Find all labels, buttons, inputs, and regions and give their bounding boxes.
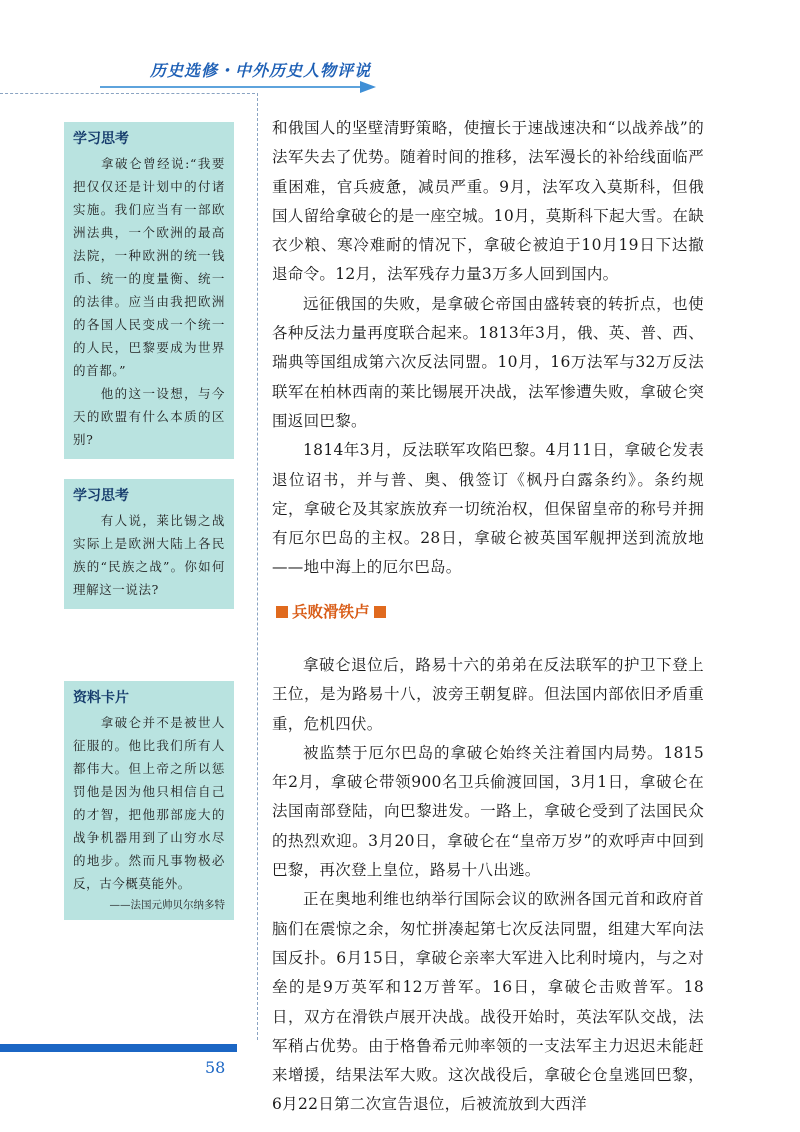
sidebar-box-title: 学习思考 (73, 131, 129, 147)
sidebar-box-text: 拿破仑曾经说:“我要把仅仅还是计划中的付诸实施。我们应当有一部欧洲法典，一个欧洲的最高法院，一种欧洲的统一钱币、统一的度量衡、统一的法律。应当由我把欧洲的各国人民变成一个统一的人民，巴黎要成为世界的首都。” 他的这一设想，与今天的欧盟有什么本质的区别? (73, 156, 225, 447)
running-header-title: 历史选修・中外历史人物评说 (150, 61, 372, 80)
square-bullet-icon (374, 606, 386, 618)
sidebar-top-dashed-rule (0, 93, 255, 94)
body-paragraph: 正在奥地利维也纳举行国际会议的欧洲各国元首和政府首脑们在震惊之余，匆忙拼凑起第七次反法同盟，组建大军向法国反扑。6月15日，拿破仑亲率大军进入比利时境内，与之对垒的是9万英军和12万普军。16日，拿破仑击败普军。18日，双方在滑铁卢展开决战。战役开始时，英法军队交战，法军稍占优势。由于格鲁希元帅率领的一支法军主力迟迟未能赶来增援，结果法军大败。这次战役后，拿破仑仓皇逃回巴黎，6月22日第二次宣告退位，后被流放到大西洋 (272, 890, 704, 1114)
footer-bar (0, 1044, 237, 1052)
square-bullet-icon (276, 606, 288, 618)
body-paragraph: 远征俄国的失败，是拿破仑帝国由盛转衰的转折点，也使各种反法力量再度联合起来。1813年3月，俄、英、普、西、瑞典等国组成第六次反法同盟。10月，16万法军与32万反法联军在柏林西南的莱比锡展开决战，法军惨遭失败，拿破仑突围返回巴黎。 (272, 294, 704, 430)
sidebar-box-title: 资料卡片 (73, 690, 129, 706)
sidebar-box-study-thinking-1 (64, 122, 234, 459)
section-heading-text: 兵败滑铁卢 (292, 603, 370, 621)
header-arrow-icon (360, 81, 376, 93)
header-rule (100, 86, 365, 88)
column-divider (257, 93, 258, 1040)
sidebar-box-study-thinking-2 (64, 479, 234, 609)
sidebar-box-info-card (64, 681, 234, 920)
main-text-section-2 (272, 651, 704, 1120)
body-paragraph: 1814年3月，反法联军攻陷巴黎。4月11日，拿破仑发表退位诏书，并与普、奥、俄签订《枫丹白露条约》。条约规定，拿破仑及其家族放弃一切统治权，但保留皇帝的称号并拥有厄尔巴岛的主权。28日，拿破仑被英国军舰押送到流放地——地中海上的厄尔巴岛。 (272, 441, 704, 577)
page-number: 58 (205, 1058, 226, 1077)
body-paragraph: 拿破仑退位后，路易十六的弟弟在反法联军的护卫下登上王位，是为路易十八，波旁王朝复辟。但法国内部依旧矛盾重重，危机四伏。 (272, 656, 704, 733)
sidebar-box-title: 学习思考 (73, 488, 129, 504)
sidebar-box-text: 拿破仑并不是被世人征服的。他比我们所有人都伟大。但上帝之所以惩罚他是因为他只相信自己的才智，把他那部庞大的战争机器用到了山穷水尽的地步。然而凡事物极必反，古今概莫能外。 (73, 715, 225, 891)
body-paragraph: 被监禁于厄尔巴岛的拿破仑始终关注着国内局势。1815年2月，拿破仑带领900名卫兵偷渡回国，3月1日，拿破仑在法国南部登陆，向巴黎进发。一路上，拿破仑受到了法国民众的热烈欢迎。3月20日，拿破仑在“皇帝万岁”的欢呼声中回到巴黎，再次登上皇位，路易十八出逃。 (272, 743, 704, 880)
main-text-section-1 (272, 114, 704, 583)
quote-attribution: ——法国元帅贝尔纳多特 (109, 899, 225, 911)
sidebar-box-text: 有人说，莱比锡之战实际上是欧洲大陆上各民族的“民族之战”。你如何理解这一说法? (73, 513, 225, 597)
body-paragraph: 和俄国人的坚壁清野策略，使擅长于速战速决和“以战养战”的法军失去了优势。随着时间的推移，法军漫长的补给线面临严重困难，官兵疲惫，减员严重。9月，法军攻入莫斯科，但俄国人留给拿破仑的是一座空城。10月，莫斯科下起大雪。在缺衣少粮、寒冷难耐的情况下，拿破仑被迫于10月19日下达撤退命令。12月，法军残存力量3万多人回到国内。 (272, 119, 704, 284)
section-heading (272, 600, 390, 622)
